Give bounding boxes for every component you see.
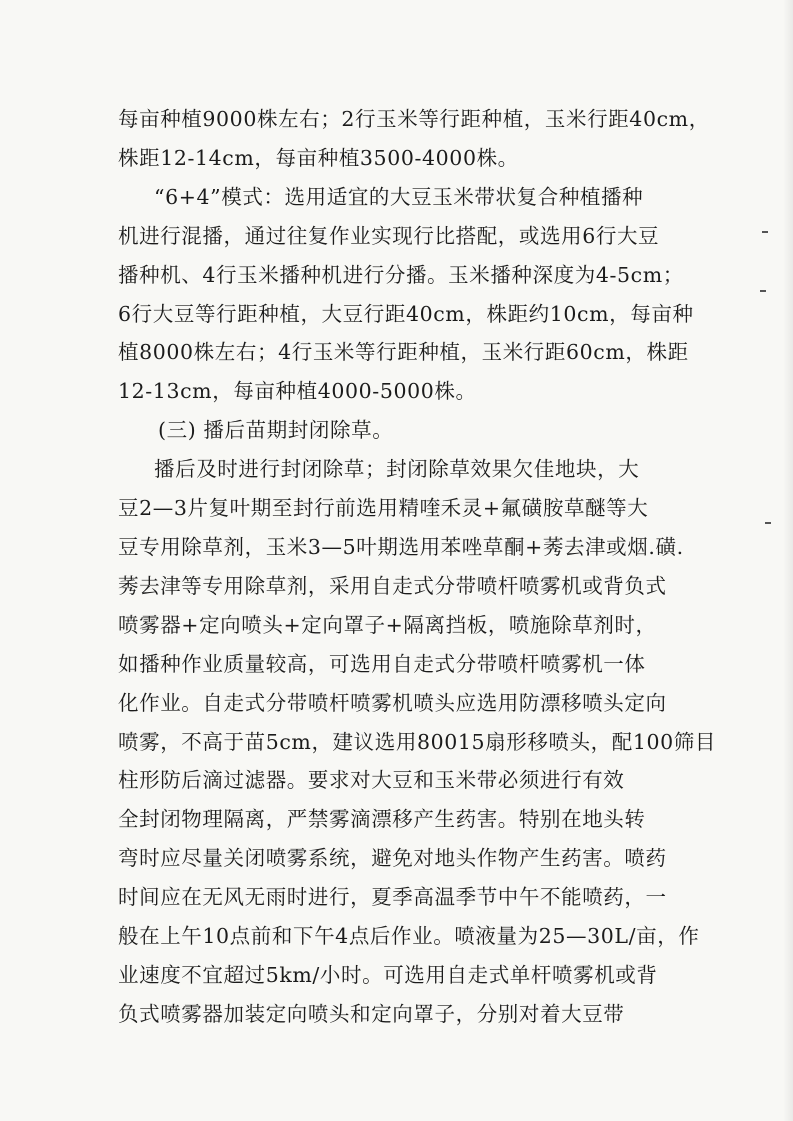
text-line: 弯时应尽量关闭喷雾系统，避免对地头作物产生药害。喷药	[118, 846, 667, 871]
document-body	[118, 100, 717, 1034]
text-line: 机进行混播，通过往复作业实现行比搭配，或选用6行大豆	[118, 223, 660, 248]
text-line: 业速度不宜超过5km/小时。可选用自走式单杆喷雾机或背	[118, 962, 658, 987]
scan-speck	[760, 290, 766, 292]
text-line: 柱形防后滴过滤器。要求对大豆和玉米带必须进行有效	[118, 768, 625, 793]
text-line: 植8000株左右；4行玉米等行距种植，玉米行距60cm，株距	[118, 340, 689, 365]
text-line: 豆专用除草剂，玉米3—5叶期选用苯唑草酮+莠去津或烟.磺.	[118, 534, 684, 559]
section-heading: (三) 播后苗期封闭除草。	[158, 418, 394, 443]
text-line: 播种机、4行玉米播种机进行分播。玉米播种深度为4-5cm；	[118, 262, 684, 287]
scan-speck	[765, 522, 771, 524]
scan-shadow	[783, 0, 793, 1121]
text-line: 全封闭物理隔离，严禁雾滴漂移产生药害。特别在地头转	[118, 807, 646, 832]
text-line: 时间应在无风无雨时进行，夏季高温季节中午不能喷药，一	[118, 885, 667, 910]
text-line: 株距12-14cm，每亩种植3500-4000株。	[118, 145, 519, 170]
text-line: 喷雾器+定向喷头+定向罩子+隔离挡板，喷施除草剂时，	[118, 612, 657, 637]
scan-speck	[762, 231, 768, 233]
text-line: 化作业。自走式分带喷杆喷雾机喷头应选用防漂移喷头定向	[118, 690, 667, 715]
text-line: 播后及时进行封闭除草；封闭除草效果欠佳地块，大	[154, 457, 640, 482]
text-line: 般在上午10点前和下午4点后作业。喷液量为25—30L/亩，作	[118, 924, 700, 949]
text-line: 莠去津等专用除草剂，采用自走式分带喷杆喷雾机或背负式	[118, 573, 667, 598]
text-line: 豆2—3片复叶期至封行前选用精喹禾灵+氟磺胺草醚等大	[118, 496, 649, 521]
text-line: “6+4”模式：选用适宜的大豆玉米带状复合种植播种	[154, 184, 644, 209]
text-line: 6行大豆等行距种植，大豆行距40cm，株距约10cm，每亩种	[118, 301, 694, 326]
text-line: 12-13cm，每亩种植4000-5000株。	[118, 379, 477, 404]
text-line: 喷雾，不高于苗5cm，建议选用80015扇形移喷头，配100筛目	[118, 729, 717, 754]
text-line: 每亩种植9000株左右；2行玉米等行距种植，玉米行距40cm，	[118, 107, 710, 131]
text-line: 负式喷雾器加装定向喷头和定向罩子，分别对着大豆带	[118, 1001, 625, 1026]
text-line: 如播种作业质量较高，可选用自走式分带喷杆喷雾机一体	[118, 651, 646, 676]
